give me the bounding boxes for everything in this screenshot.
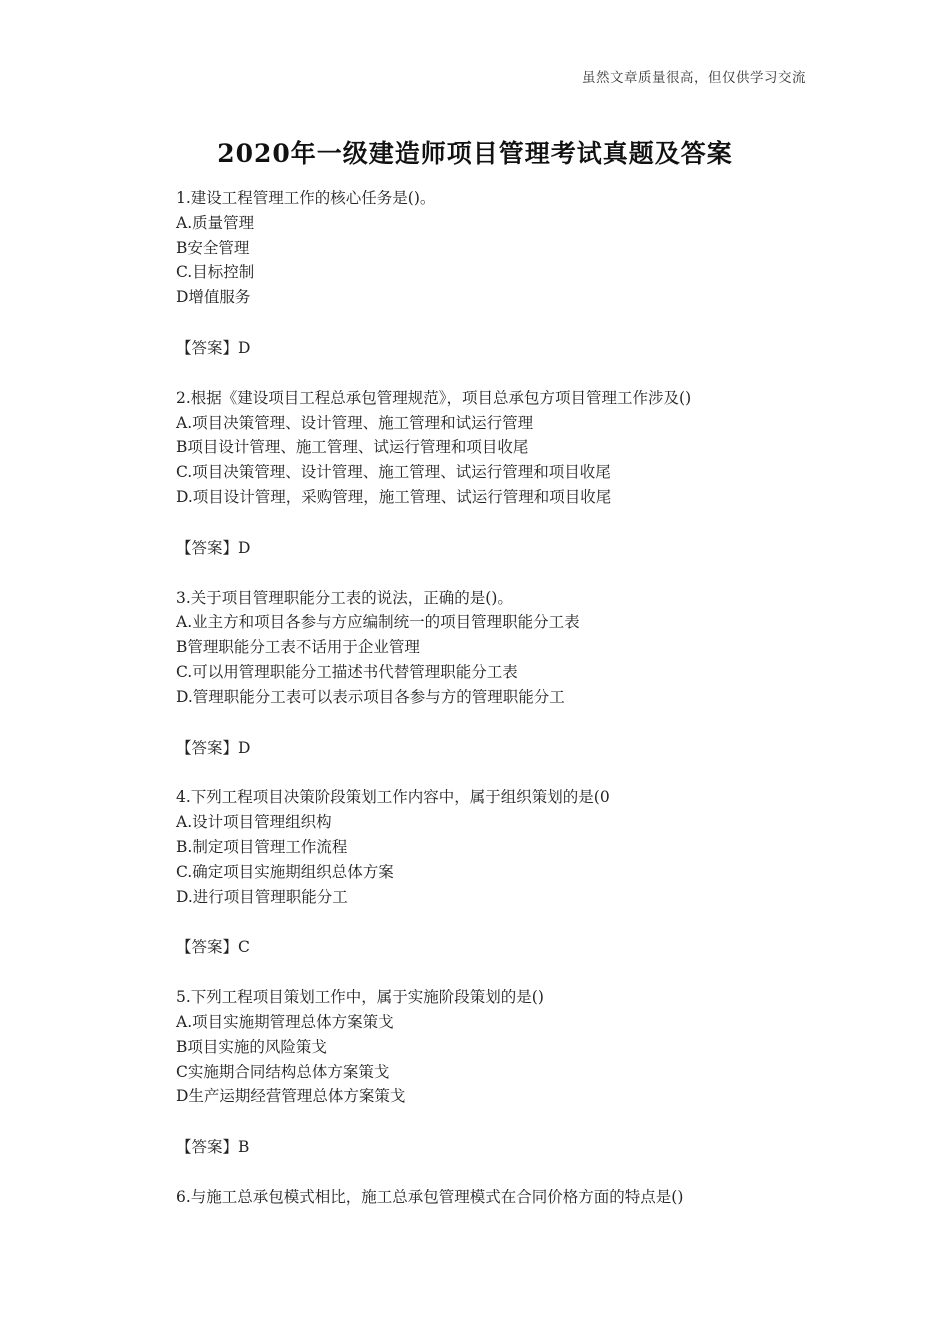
option-c: C.确定项目实施期组织总体方案 [176,862,394,881]
option-b: B项目设计管理、施工管理、试运行管理和项目收尾 [176,438,529,457]
question-1 [176,186,816,361]
answer: 【答案】D [176,338,251,357]
question-5 [176,985,816,1160]
option-b: B.制定项目管理工作流程 [176,837,348,856]
question-stem: 5.下列工程项目策划工作中，属于实施阶段策划的是() [176,988,544,1007]
question-stem: 6.与施工总承包模式相比，施工总承包管理模式在合同价格方面的特点是() [176,1187,684,1206]
header-note: 虽然文章质量很高，但仅供学习交流 [582,70,806,86]
option-c: C.可以用管理职能分工描述书代替管理职能分工表 [176,662,518,681]
option-b: B管理职能分工表不话用于企业管理 [176,638,420,657]
option-c: C.目标控制 [176,263,255,282]
answer: 【答案】D [176,538,251,557]
question-stem: 2.根据《建设项目工程总承包管理规范》，项目总承包方项目管理工作涉及() [176,388,692,407]
question-stem: 3.关于项目管理职能分工表的说法，正确的是()。 [176,588,513,607]
option-d: D生产运期经营管理总体方案策戈 [176,1087,406,1106]
question-4 [176,785,816,960]
option-a: A.质量管理 [176,213,255,232]
answer: 【答案】B [176,1138,250,1157]
question-6 [176,1185,816,1210]
option-d: D.管理职能分工表可以表示项目各参与方的管理职能分工 [176,687,565,706]
option-d: D增值服务 [176,288,251,307]
option-a: A.设计项目管理组织构 [176,813,332,832]
option-c: C.项目决策管理、设计管理、施工管理、试运行管理和项目收尾 [176,463,611,482]
option-d: D.进行项目管理职能分工 [176,887,348,906]
option-a: A.项目决策管理、设计管理、施工管理和试运行管理 [176,413,534,432]
option-c: C实施期合同结构总体方案策戈 [176,1062,390,1081]
option-a: A.业主方和项目各参与方应编制统一的项目管理职能分工表 [176,613,580,632]
question-3 [176,586,816,761]
option-d: D.项目设计管理，采购管理，施工管理、试运行管理和项目收尾 [176,487,612,506]
document-body [176,186,816,1235]
document-title: 2020年一级建造师项目管理考试真题及答案 [217,139,733,168]
question-stem: 1.建设工程管理工作的核心任务是()。 [176,189,436,207]
answer: 【答案】C [176,938,250,957]
question-2 [176,386,816,561]
option-b: B项目实施的风险策戈 [176,1037,327,1056]
option-b: B安全管理 [176,238,250,257]
question-stem: 4.下列工程项目决策阶段策划工作内容中，属于组织策划的是(0 [176,788,610,807]
option-a: A.项目实施期管理总体方案策戈 [176,1012,394,1031]
answer: 【答案】D [176,738,251,757]
